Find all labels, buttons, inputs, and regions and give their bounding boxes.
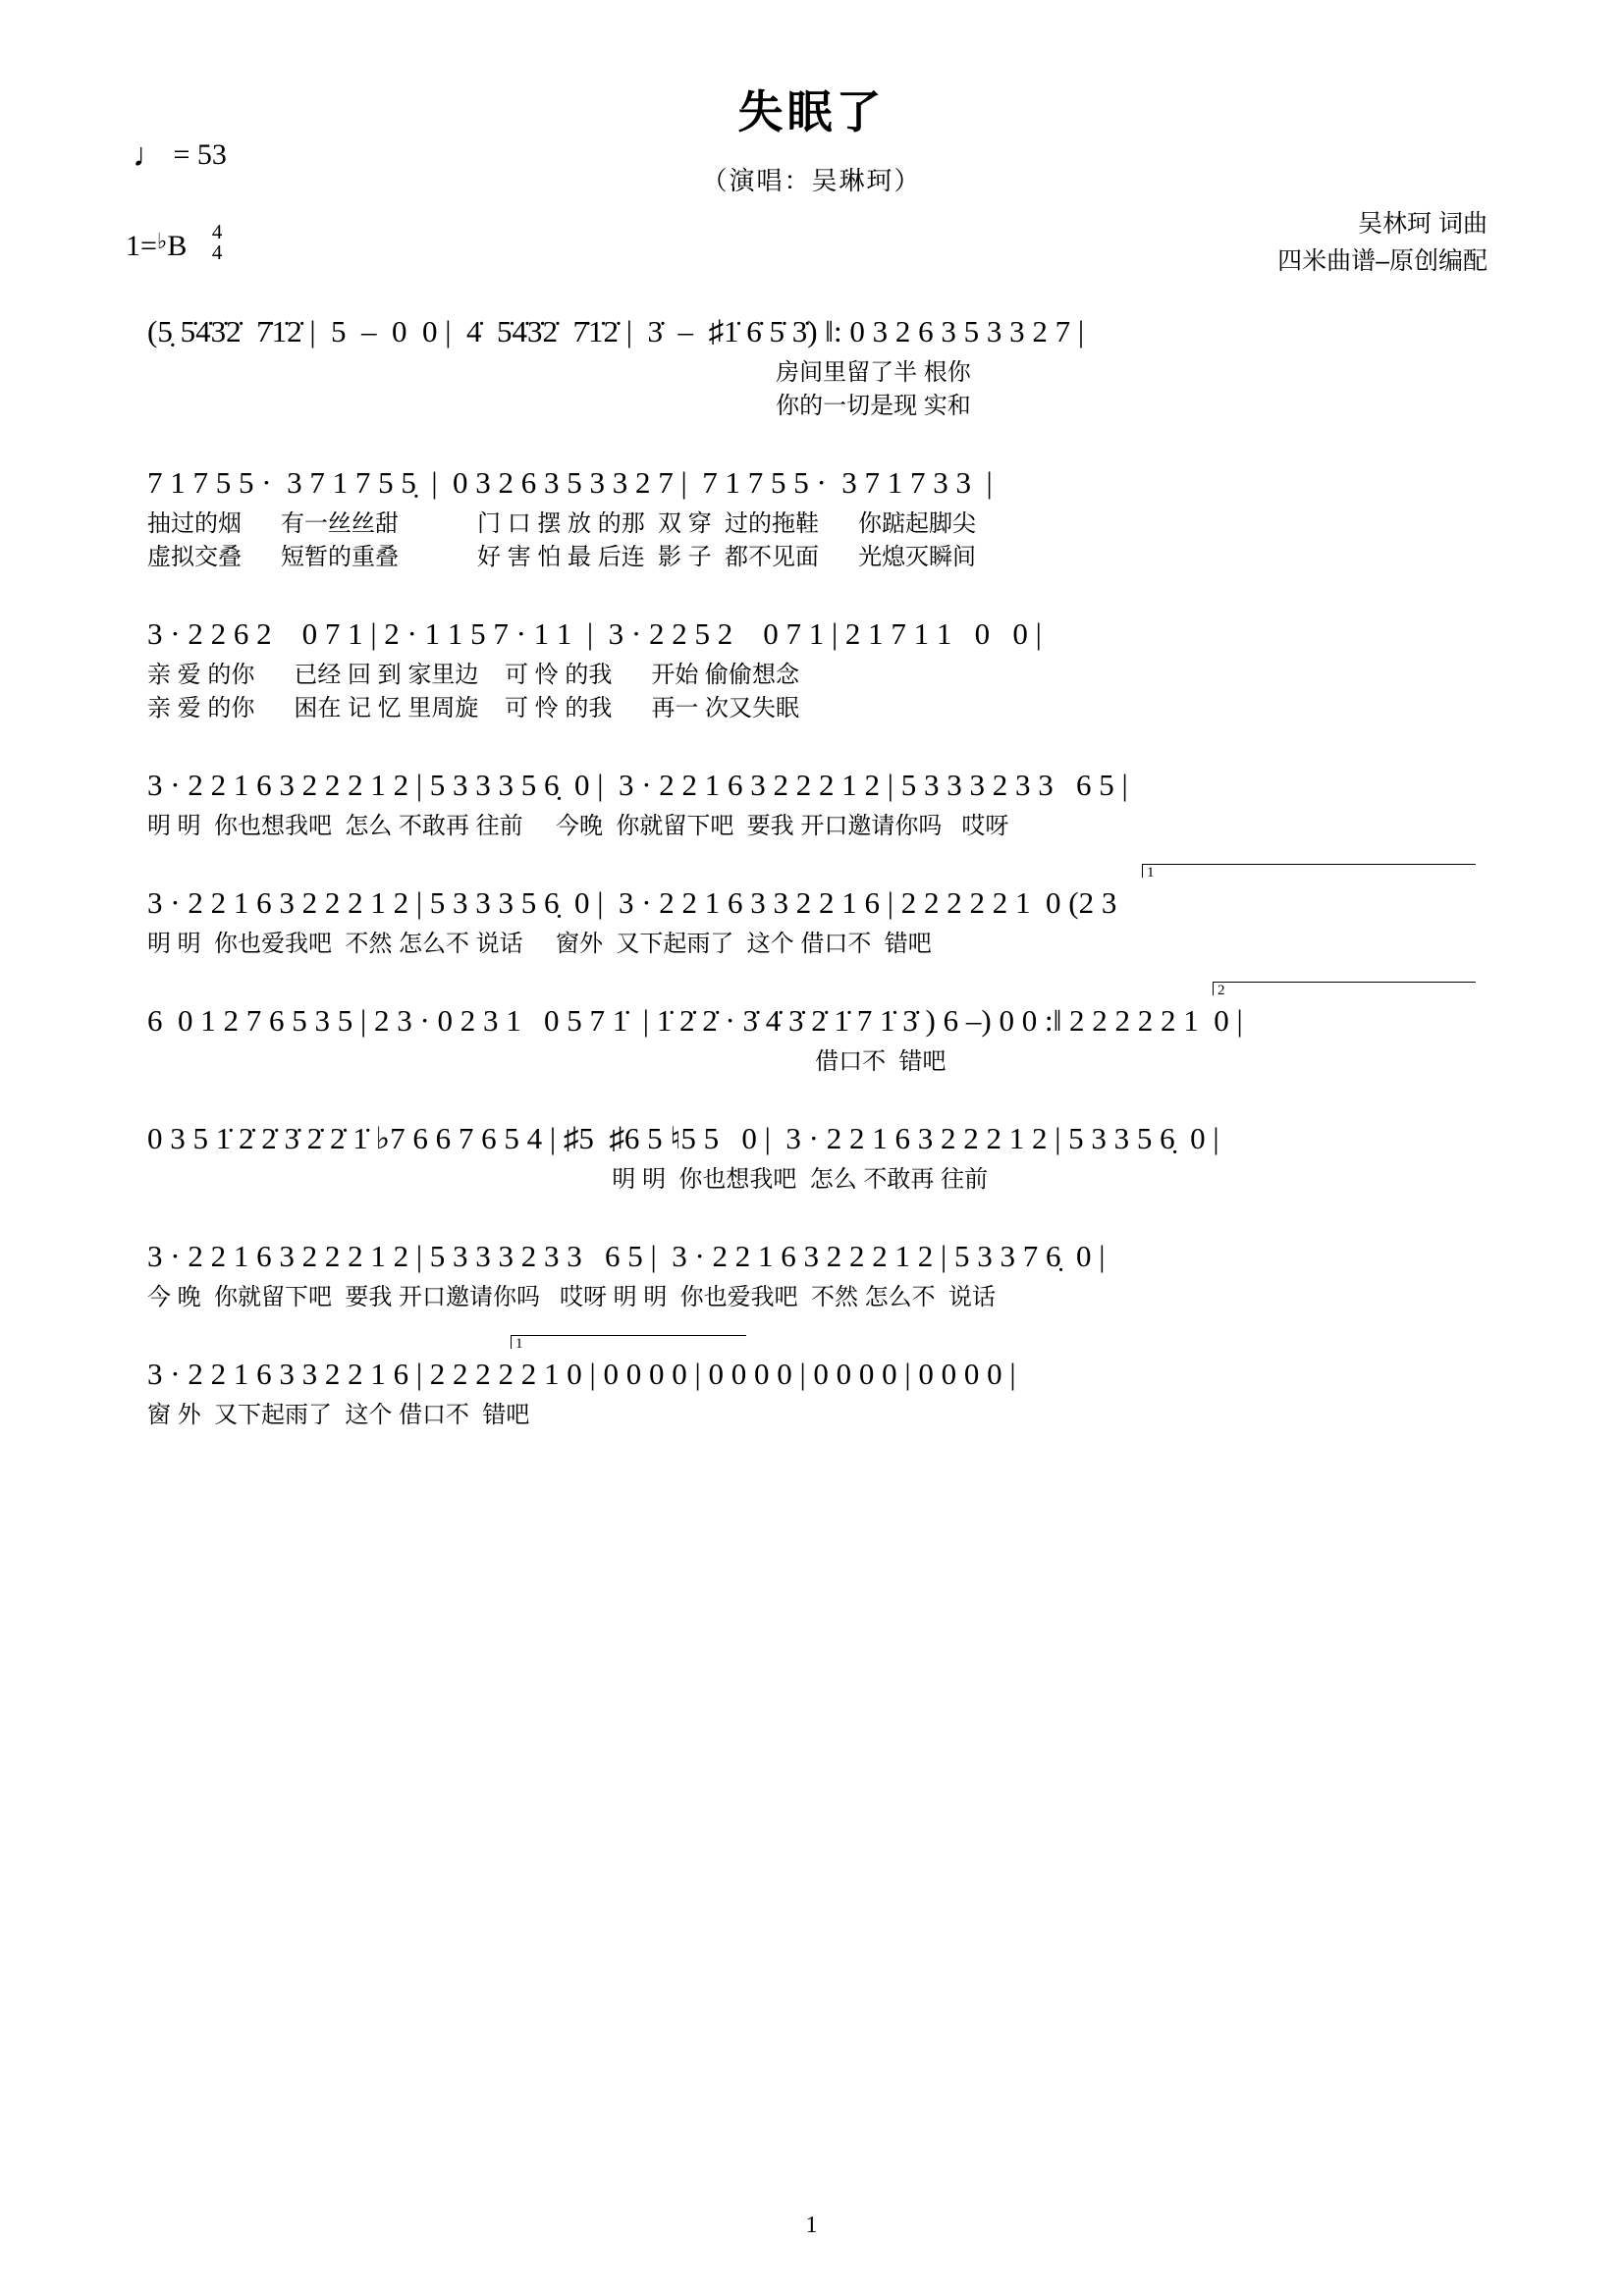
- second-ending-bracket: [1213, 982, 1476, 998]
- first-ending-bracket: [511, 1335, 746, 1352]
- notation-line: 6 0 1 2 7 6 5 3 5 | 2 3 · 0 2 3 1 0 5 7 1̇ | 1̇ 2̇ 2̇ · 3̇ 4̇ 3̇ 2̇ 1̇ 7 1̇ 3̇ ) 6 –) 0 0 :‖ 2 2 2 2 2 1 0 |: [147, 1003, 1243, 1038]
- music-system: [0, 616, 1623, 726]
- notation-line: 3 · 2 2 1 6 3 2 2 2 1 2 | 5 3 3 3 5 6̣ 0 | 3 · 2 2 1 6 3 2 2 2 1 2 | 5 3 3 3 2 3 3 6 5 |: [147, 768, 1128, 802]
- lyric-line: 亲 爱 的你 已经 回 到 家里边 可 怜 的我 开始 偷偷想念: [147, 662, 800, 688]
- lyric-line: 今 晚 你就留下吧 要我 开口邀请你吗 哎呀 明 明 你也爱我吧 不然 怎么不 说话: [147, 1284, 997, 1310]
- lyric-line: 房间里留了半 根你: [147, 359, 971, 386]
- system-spacer: [0, 424, 1623, 465]
- time-signature-top: 4: [211, 220, 223, 243]
- performer-subtitle: （演唱：吴琳珂）: [701, 166, 922, 195]
- music-system: [0, 1239, 1623, 1315]
- key-letter: B: [167, 230, 188, 262]
- system-spacer: [0, 726, 1623, 768]
- notation-line: 3 · 2 2 1 6 3 2 2 2 1 2 | 5 3 3 3 5 6̣ 0 | 3 · 2 2 1 6 3 3 2 2 1 6 | 2 2 2 2 2 1 0 (2 3: [147, 885, 1117, 920]
- quarter-note-icon: ♩: [133, 137, 166, 174]
- lyric-line: 明 明 你也想我吧 怎么 不敢再 往前 今晚 你就留下吧 要我 开口邀请你吗 哎呀: [147, 813, 1009, 839]
- music-system: [0, 865, 1623, 962]
- notation-line: 3 · 2 2 6 2 0 7 1 | 2 · 1 1 5 7 · 1 1 | 3 · 2 2 5 2 0 7 1 | 2 1 7 1 1 0 0 |: [147, 616, 1042, 651]
- music-system: [0, 1336, 1623, 1433]
- page-title: 失眠了: [737, 86, 886, 137]
- tempo-equals: =: [173, 138, 190, 171]
- notation-line: 3 · 2 2 1 6 3 2 2 2 1 2 | 5 3 3 3 2 3 3 6 5 | 3 · 2 2 1 6 3 2 2 2 1 2 | 5 3 3 7 6̣ 0 |: [147, 1239, 1106, 1273]
- key-prefix: 1=: [126, 230, 157, 262]
- notation-line: 7 1 7 5 5 · 3 7 1 7 5 5̣ | 0 3 2 6 3 5 3 3 2 7 | 7 1 7 5 5 · 3 7 1 7 3 3 |: [147, 465, 993, 500]
- time-signature-bottom: 4: [211, 240, 223, 264]
- notation-line: (5̣ 5̇4̇3̇2̇ 7̇1̇2̇ | 5 – 0 0 | 4̇ 5̇4̇3̇2̇ 7̇1̇2̇ | 3̇ – ♯1̇ 6̇ 5̇ 3̇) ‖: 0 3 2 6 3 5 3 3 2 7 |: [147, 314, 1085, 348]
- lyric-line: 窗 外 又下起雨了 这个 借口不 错吧: [147, 1402, 530, 1428]
- first-ending-label: 1: [1147, 865, 1155, 881]
- first-ending-label: 1: [515, 1336, 523, 1352]
- credits: [1277, 206, 1488, 280]
- page-number: 1: [805, 2213, 818, 2238]
- first-ending-bracket: [1142, 864, 1476, 881]
- music-system: [0, 983, 1623, 1080]
- tempo-value: 53: [196, 138, 227, 171]
- system-spacer: [0, 575, 1623, 616]
- system-spacer: [0, 1315, 1623, 1357]
- time-signature: [212, 222, 223, 263]
- lyric-line: 明 明 你也爱我吧 不然 怎么不 说话 窗外 又下起雨了 这个 借口不 错吧: [147, 931, 932, 957]
- system-spacer: [0, 1198, 1623, 1239]
- lyric-line: 虚拟交叠 短暂的重叠 好 害 怕 最 后连 影 子 都不见面 光熄灭瞬间: [147, 544, 977, 570]
- music-systems: [0, 314, 1623, 1433]
- music-system: [0, 768, 1623, 844]
- music-system: [0, 314, 1623, 424]
- lyric-line: 抽过的烟 有一丝丝甜 门 口 摆 放 的那 双 穿 过的拖鞋 你踮起脚尖: [147, 510, 977, 537]
- second-ending-label: 2: [1217, 983, 1225, 998]
- lyric-line: 亲 爱 的你 困在 记 忆 里周旋 可 怜 的我 再一 次又失眠: [147, 695, 800, 721]
- lyric-line: 你的一切是现 实和: [147, 393, 971, 419]
- credit-arranger: 四米曲谱–原创编配: [1277, 246, 1488, 275]
- lyric-line: 借口不 错吧: [147, 1048, 947, 1075]
- notation-line: 0 3 5 1̇ 2̇ 2̇ 3̇ 2̇ 2̇ 1̇ ♭7 6 6 7 6 5 4 | ♯5 ♯6 5 ♮5 5 0 | 3 · 2 2 1 6 3 2 2 2 1 2 | 5 3 3 5 6̣ 0 |: [147, 1121, 1219, 1155]
- notation-line: 3 · 2 2 1 6 3 3 2 2 1 6 | 2 2 2 2 2 1 0 | 0 0 0 0 | 0 0 0 0 | 0 0 0 0 | 0 0 0 0 |: [147, 1357, 1016, 1391]
- music-system: [0, 465, 1623, 575]
- credit-composer: 吴林珂 词曲: [1358, 210, 1488, 238]
- tempo-marking: [133, 137, 227, 175]
- system-spacer: [0, 1080, 1623, 1121]
- flat-icon: ♭: [156, 229, 168, 253]
- lyric-line: 明 明 你也想我吧 怎么 不敢再 往前: [147, 1166, 989, 1193]
- key-and-time-signature: [126, 220, 223, 265]
- music-system: [0, 1121, 1623, 1198]
